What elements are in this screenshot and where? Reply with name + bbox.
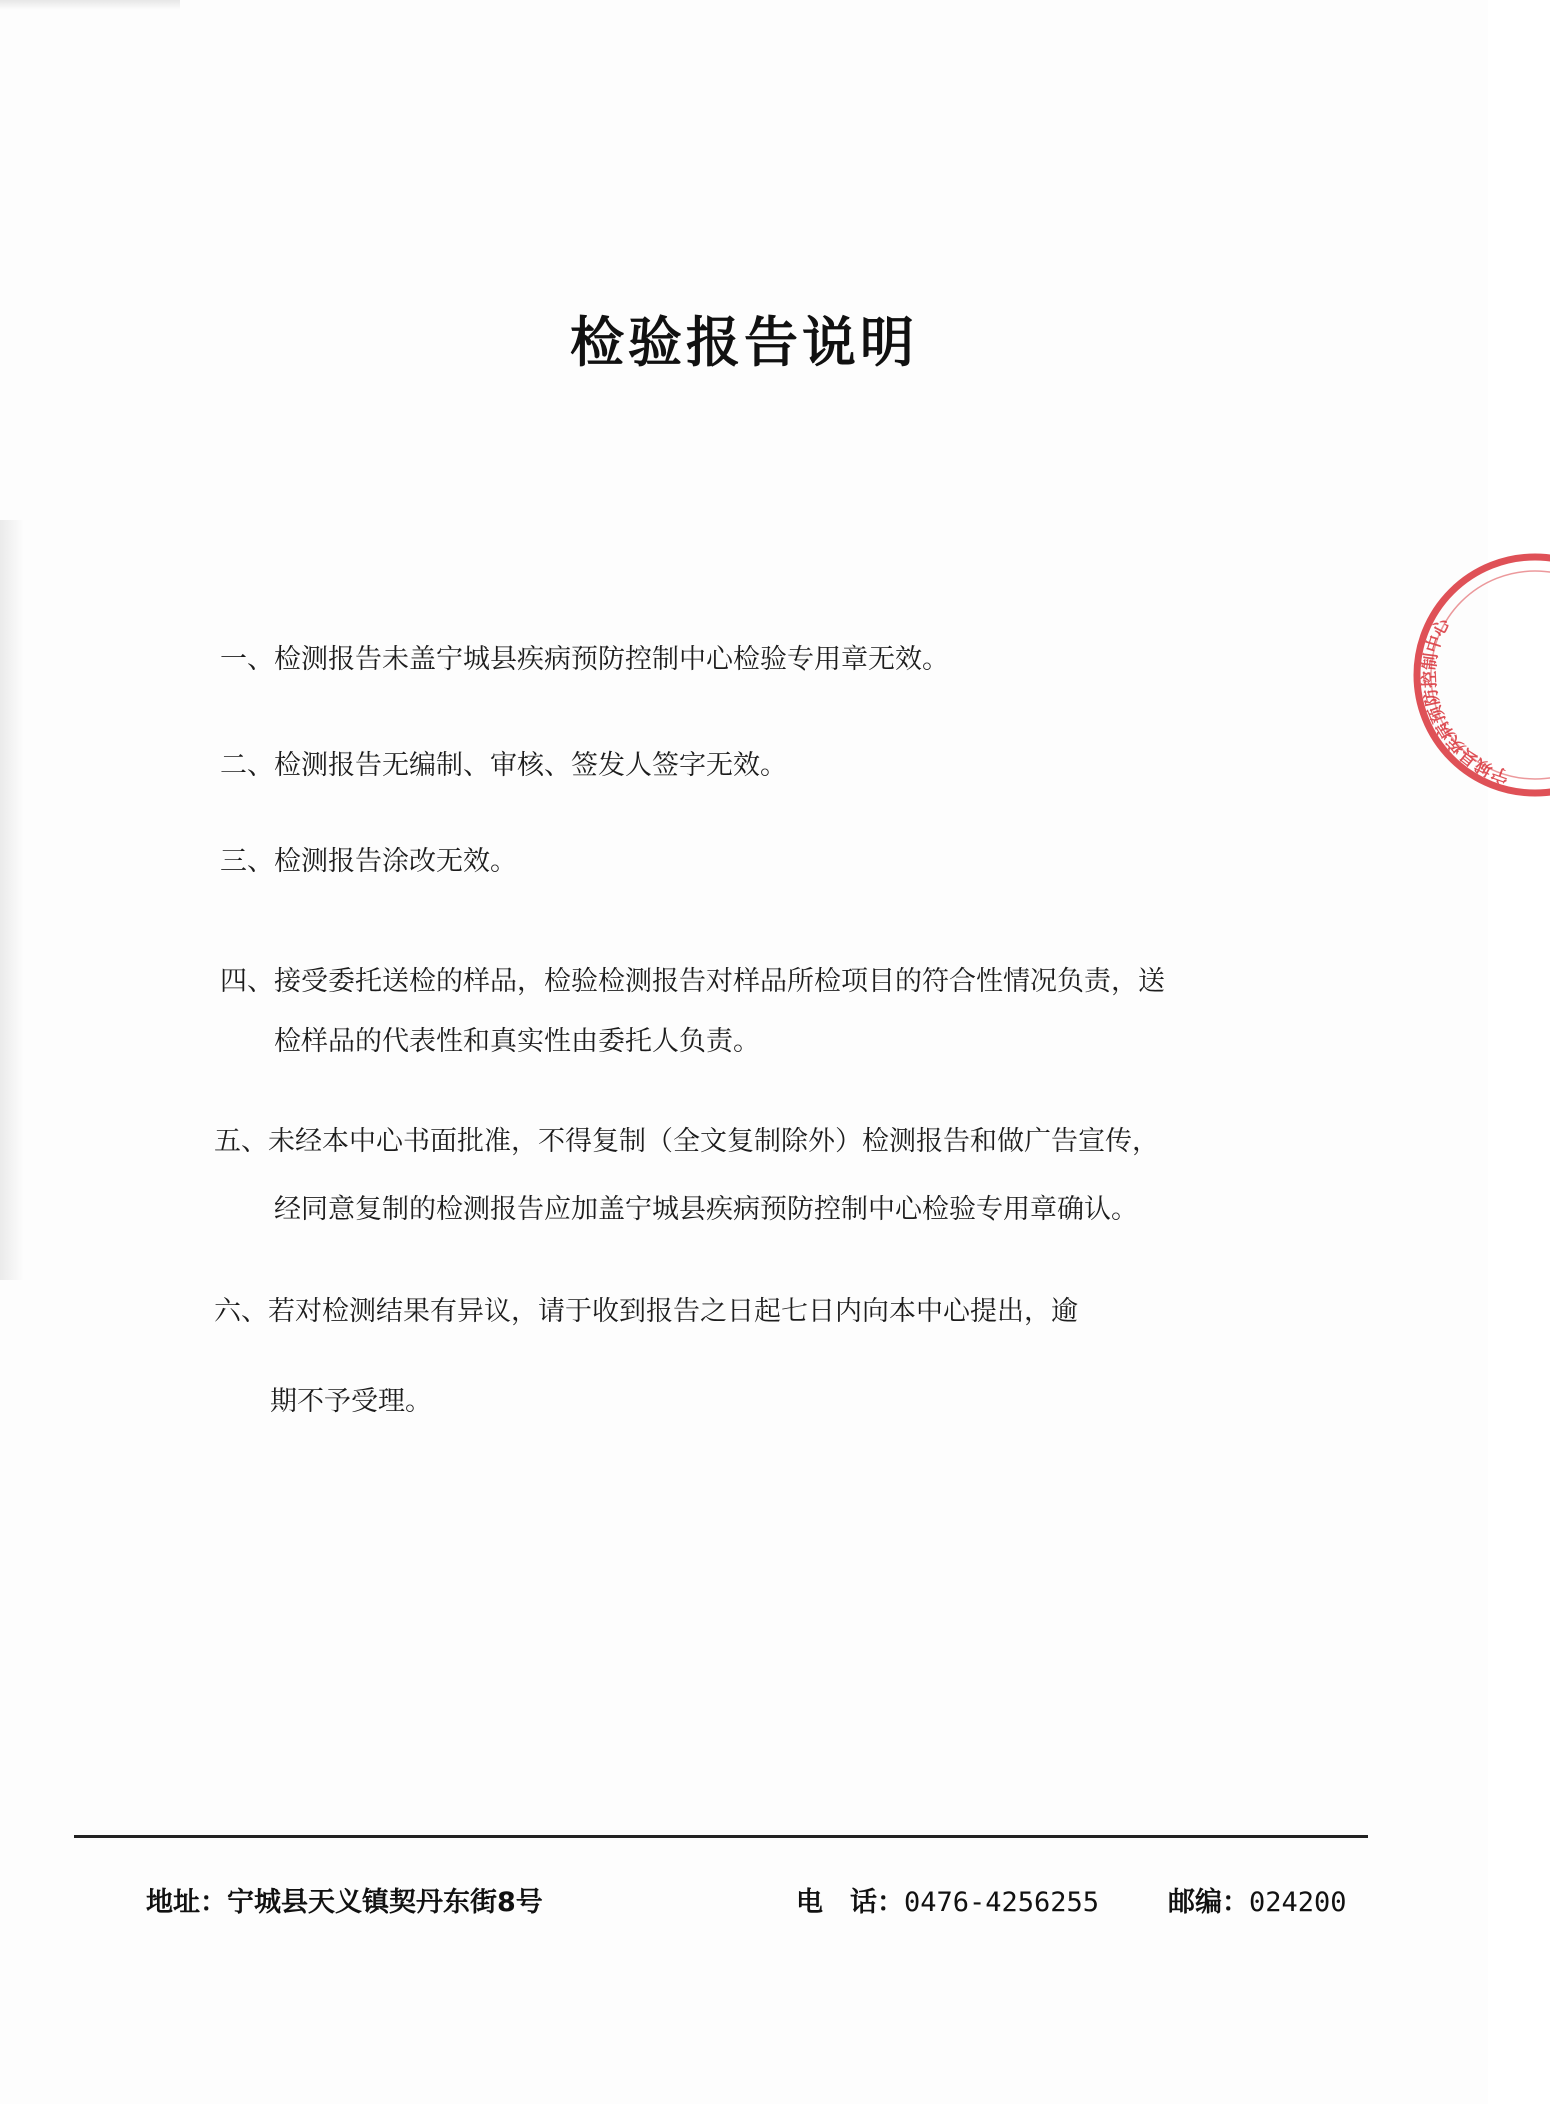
list-item — [220, 744, 787, 788]
item-text: 检测报告无编制、审核、签发人签字无效。 — [274, 750, 787, 781]
address-value: 宁城县天义镇契丹东街8号 — [227, 1887, 543, 1918]
item-number: 五、 — [214, 1126, 268, 1157]
footer-divider — [74, 1835, 1368, 1838]
item-continuation: 期不予受理。 — [270, 1386, 432, 1417]
phone-value: 0476-4256255 — [904, 1887, 1100, 1918]
postcode-value: 024200 — [1249, 1887, 1347, 1918]
document-title: 检验报告说明 — [570, 311, 918, 374]
address-label: 地址： — [146, 1887, 227, 1918]
item-continuation: 检样品的代表性和真实性由委托人负责。 — [274, 1026, 760, 1057]
scan-artifact — [0, 520, 24, 1280]
postcode-label: 邮编： — [1168, 1887, 1249, 1918]
list-item — [220, 638, 949, 682]
phone-label: 电 话： — [796, 1887, 904, 1918]
list-item — [220, 840, 517, 884]
list-item — [220, 960, 1165, 1004]
item-text: 未经本中心书面批准，不得复制（全文复制除外）检测报告和做广告宣传， — [268, 1126, 1159, 1157]
scan-artifact — [0, 0, 180, 10]
item-number: 四、 — [220, 966, 274, 997]
item-text: 检测报告未盖宁城县疾病预防控制中心检验专用章无效。 — [274, 644, 949, 675]
item-text: 若对检测结果有异议，请于收到报告之日起七日内向本中心提出，逾 — [268, 1296, 1078, 1327]
item-text: 检测报告涂改无效。 — [274, 846, 517, 877]
footer-postcode — [1168, 1880, 1347, 1919]
svg-text:宁城县疾病预防控制中心: 宁城县疾病预防控制中心 — [1419, 615, 1512, 787]
footer-address — [146, 1880, 543, 1919]
item-continuation: 经同意复制的检测报告应加盖宁城县疾病预防控制中心检验专用章确认。 — [274, 1194, 1138, 1225]
official-seal — [1400, 540, 1550, 810]
item-number: 六、 — [214, 1296, 268, 1327]
list-item — [214, 1120, 1159, 1164]
item-number: 二、 — [220, 750, 274, 781]
item-number: 三、 — [220, 846, 274, 877]
item-number: 一、 — [220, 644, 274, 675]
list-item — [214, 1290, 1078, 1334]
footer-phone — [796, 1880, 1099, 1919]
item-text: 接受委托送检的样品，检验检测报告对样品所检项目的符合性情况负责，送 — [274, 966, 1165, 997]
